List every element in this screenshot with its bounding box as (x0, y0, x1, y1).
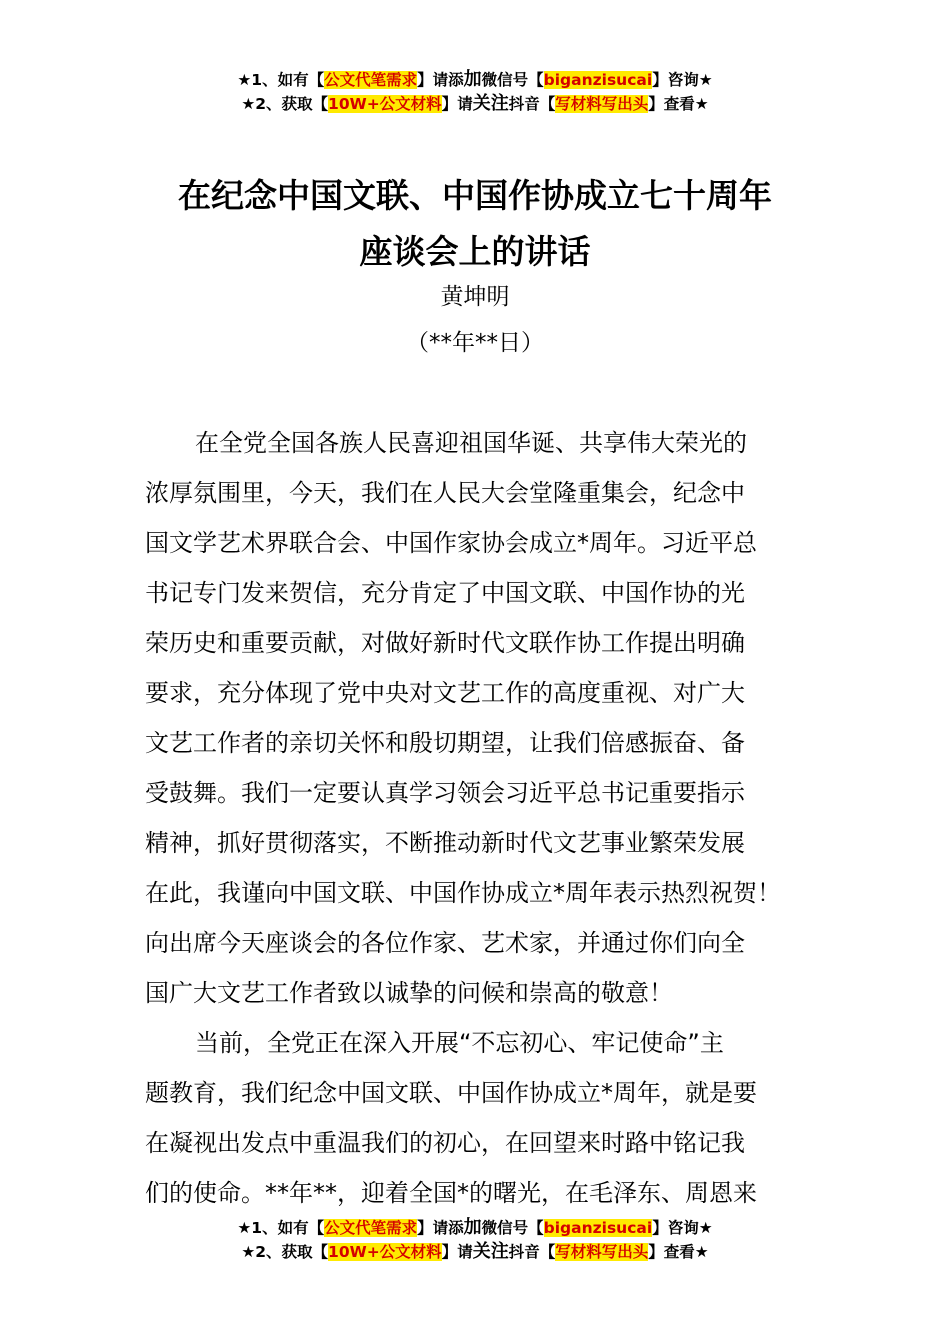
body-line: 在凝视出发点中重温我们的初心，在回望来时路中铭记我 (145, 1129, 745, 1157)
body-line: 们的使命。**年**，迎着全国*的曙光，在毛泽东、周恩来 (145, 1179, 757, 1207)
body-line: 当前，全党正在深入开展“不忘初心、牢记使命”主 (195, 1029, 724, 1057)
highlight-wechat-id: biganzisucai (543, 1219, 653, 1237)
body-line: 在全党全国各族人民喜迎祖国华诞、共享伟大荣光的 (195, 429, 747, 457)
body-line: 荣历史和重要贡献，对做好新时代文联作协工作提出明确 (145, 629, 745, 657)
body-line: 书记专门发来贺信，充分肯定了中国文联、中国作协的光 (145, 579, 745, 607)
body-line: 要求，充分体现了党中央对文艺工作的高度重视、对广大 (145, 679, 745, 707)
banner-line-1: ★1、如有【公文代笔需求】请添加微信号【biganzisucai】咨询★ (237, 1217, 713, 1238)
highlight-wechat-id: biganzisucai (543, 71, 653, 89)
banner-line-1: ★1、如有【公文代笔需求】请添加微信号【biganzisucai】咨询★ (237, 69, 713, 90)
body-line: 在此，我谨向中国文联、中国作协成立*周年表示热烈祝贺！ (145, 879, 781, 907)
top-banner (0, 68, 950, 116)
highlight-douyin-account: 写材料写出头 (555, 1243, 649, 1261)
document-body (145, 418, 845, 1218)
body-line: 浓厚氛围里，今天，我们在人民大会堂隆重集会，纪念中 (145, 479, 745, 507)
highlight-materials: 10W+公文材料 (328, 1243, 442, 1261)
title-line-1: 在纪念中国文联、中国作协成立七十周年 (178, 176, 772, 215)
body-line: 题教育，我们纪念中国文联、中国作协成立*周年，就是要 (145, 1079, 757, 1107)
highlight-service: 公文代笔需求 (324, 1219, 418, 1237)
body-line: 文艺工作者的亲切关怀和殷切期望，让我们倍感振奋、备 (145, 729, 745, 757)
document-date: （**年**日） (406, 330, 544, 356)
highlight-service: 公文代笔需求 (324, 71, 418, 89)
banner-line-2: ★2、获取【10W+公文材料】请关注抖音【写材料写出头】查看★ (241, 93, 709, 114)
bottom-banner (0, 1216, 950, 1264)
author-name: 黄坤明 (440, 284, 510, 310)
highlight-douyin-account: 写材料写出头 (555, 95, 649, 113)
banner-line-2: ★2、获取【10W+公文材料】请关注抖音【写材料写出头】查看★ (241, 1241, 709, 1262)
body-line: 国文学艺术界联合会、中国作家协会成立*周年。习近平总 (145, 529, 757, 557)
document-title (0, 168, 950, 280)
highlight-materials: 10W+公文材料 (328, 95, 442, 113)
title-line-2: 座谈会上的讲话 (359, 232, 591, 271)
body-line: 向出席今天座谈会的各位作家、艺术家，并通过你们向全 (145, 929, 745, 957)
body-line: 国广大文艺工作者致以诚挚的问候和崇高的敬意！ (145, 979, 673, 1007)
body-line: 受鼓舞。我们一定要认真学习领会习近平总书记重要指示 (145, 779, 745, 807)
body-line: 精神，抓好贯彻落实，不断推动新时代文艺事业繁荣发展 (145, 829, 745, 857)
